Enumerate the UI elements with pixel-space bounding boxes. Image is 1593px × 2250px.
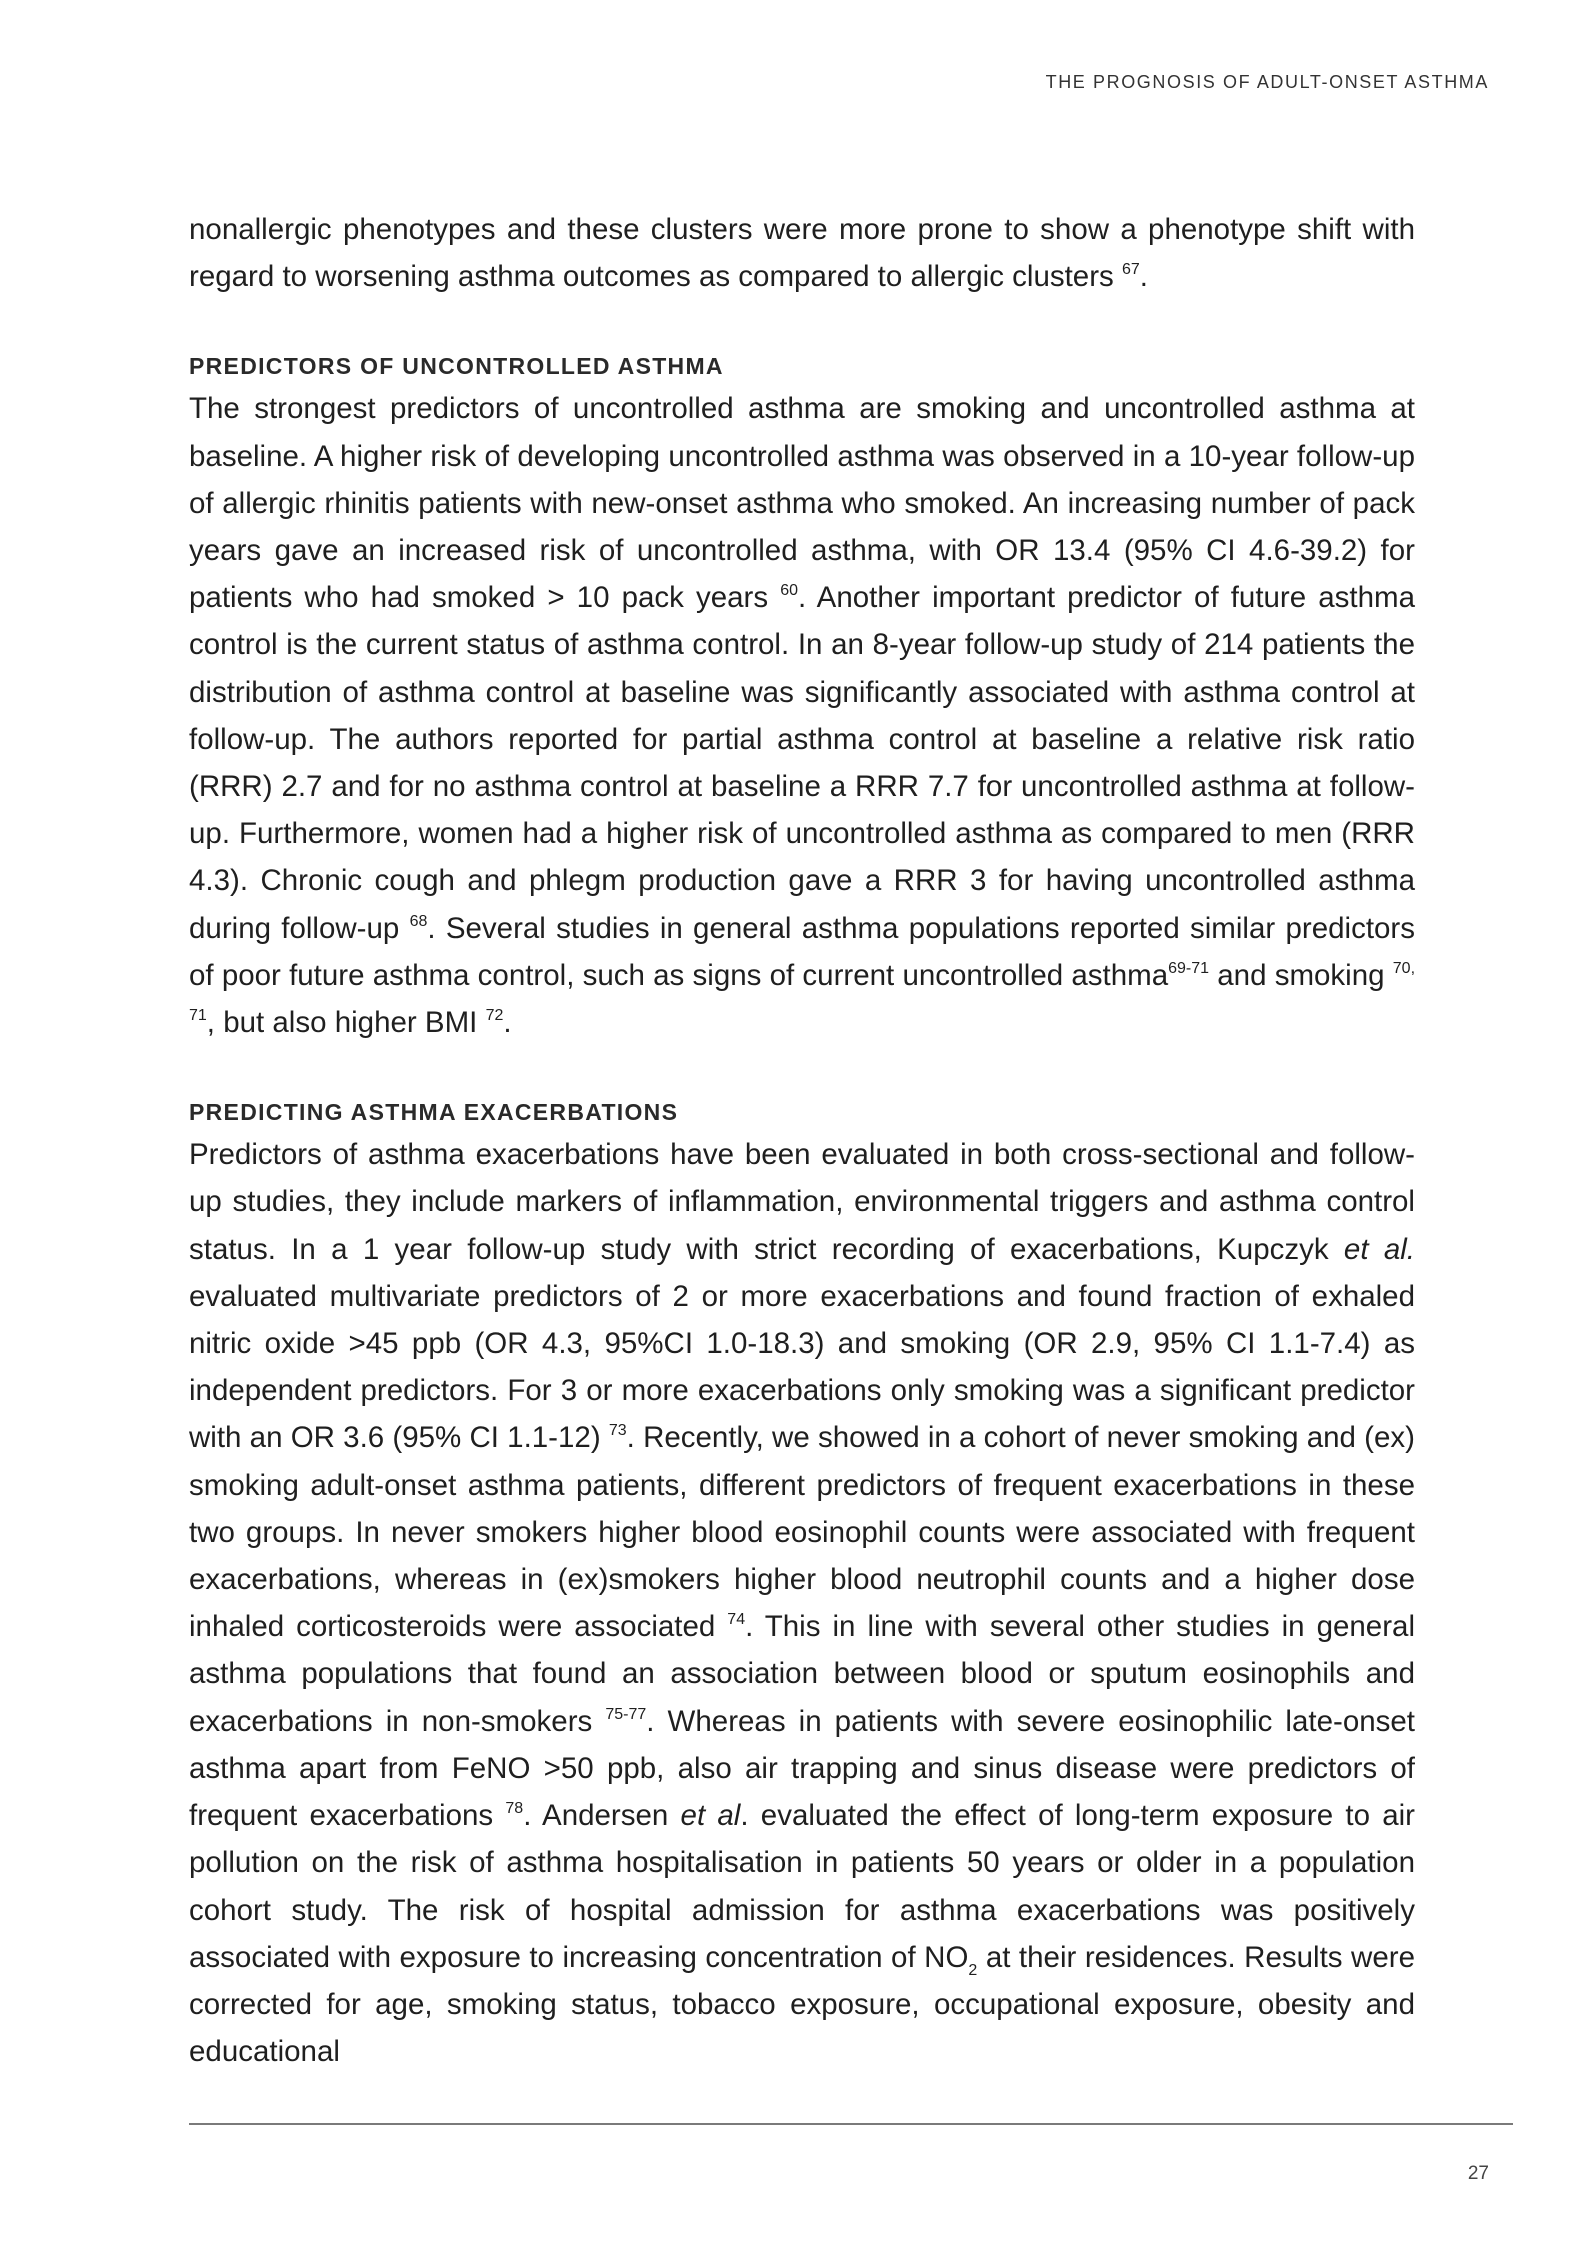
footer-divider bbox=[189, 2123, 1513, 2125]
section2-paragraph: Predictors of asthma exacerbations have been evaluated in both cross-sectional and follow-up studies, they include markers of inflammation, environmental triggers and asthma control status. In a 1 year follow-up study with strict recording of exacerbations, Kupczyk et al. evaluated multivariate predictors of 2 or more exacerbations and found fraction of exhaled nitric oxide >45 ppb (OR 4.3, 95%CI 1.0-18.3) and smoking (OR 2.9, 95% CI 1.1-7.4) as independent predictors. For 3 or more exacerbations only smoking was a significant predictor with an OR 3.6 (95% CI 1.1-12) $^{73}$. Recently, we showed in a cohort of never smoking and (ex) smoking adult-onset asthma patients, different predictors of frequent exacerbations in these two groups. In never smokers higher blood eosinophil counts were associated with frequent exacerbations, whereas in (ex)smokers higher blood neutrophil counts and a higher dose inhaled corticosteroids were associated $^{74}$. This in line with several other studies in general asthma populations that found an association between blood or sputum eosinophils and exacerbations in non-smokers $^{75-77}$. Whereas in patients with severe eosinophilic late-onset asthma apart from FeNO >50 ppb, also air trapping and sinus disease were predictors of frequent exacerbations $^{78}$. Andersen et al. evaluated the effect of long-term exposure to air pollution on the risk of asthma hospitalisation in patients 50 years or older in a population cohort study. The risk of hospital admission for asthma exacerbations was positively associated with exposure to increasing concentration of $NO_2$ at their residences. Results were corrected for age, smoking status, tobacco exposure, occupational exposure, obesity and educational bbox=[189, 1138, 1415, 2069]
citation: 75-77 bbox=[605, 1705, 647, 1723]
citation: 67 bbox=[1121, 261, 1140, 279]
section1-paragraph: The strongest predictors of uncontrolled asthma are smoking and uncontrolled asthma at baseline. A higher risk of developing uncontrolled asthma was observed in a 10-year follow-up of allergic rhinitis patients with new-onset asthma who smoked. An increasing number of pack years gave an increased risk of uncontrolled asthma, with OR 13.4 (95% CI 4.6-39.2) for patients who had smoked > 10 pack years $^{60}$. Another important predictor of future asthma control is the current status of asthma control. In an 8-year follow-up study of 214 patients the distribution of asthma control at baseline was significantly associated with asthma control at follow-up. The authors reported for partial asthma control at baseline a relative risk ratio (RRR) 2.7 and for no asthma control at baseline a RRR 7.7 for uncontrolled asthma at follow-up. Furthermore, women had a higher risk of uncontrolled asthma as compared to men (RRR 4.3). Chronic cough and phlegm production gave a RRR 3 for having uncontrolled asthma during follow-up $^{68}$. Several studies in general asthma populations reported similar predictors of poor future asthma control, such as signs of current uncontrolled asthma$^{69-71}$ and smoking $^{70, 71}$, but also higher BMI $^{72}$. bbox=[189, 392, 1416, 1040]
citation: 72 bbox=[485, 1007, 504, 1025]
citation: 78 bbox=[505, 1800, 524, 1818]
running-header: THE PROGNOSIS OF ADULT-ONSET ASTHMA bbox=[1045, 72, 1489, 92]
citation: 74 bbox=[727, 1611, 746, 1629]
citation: 69-71 bbox=[1168, 959, 1210, 977]
citation: 73 bbox=[608, 1422, 627, 1440]
section-heading-asthma-exacerbations: PREDICTING ASTHMA EXACERBATIONS bbox=[189, 1099, 679, 1126]
page-number: 27 bbox=[1467, 2163, 1489, 2184]
citation: 60 bbox=[780, 582, 799, 600]
citation: 68 bbox=[409, 912, 428, 930]
intro-paragraph: nonallergic phenotypes and these clusters were more prone to show a phenotype shift with regard to worsening asthma outcomes as compared to allergic clusters $^{67}$. bbox=[189, 213, 1415, 294]
page-body bbox=[189, 206, 1415, 2075]
citation: 70, 71 bbox=[189, 959, 1416, 1025]
subscript: 2 bbox=[968, 1961, 978, 1979]
section-heading-uncontrolled-asthma: PREDICTORS OF UNCONTROLLED ASTHMA bbox=[189, 353, 724, 380]
